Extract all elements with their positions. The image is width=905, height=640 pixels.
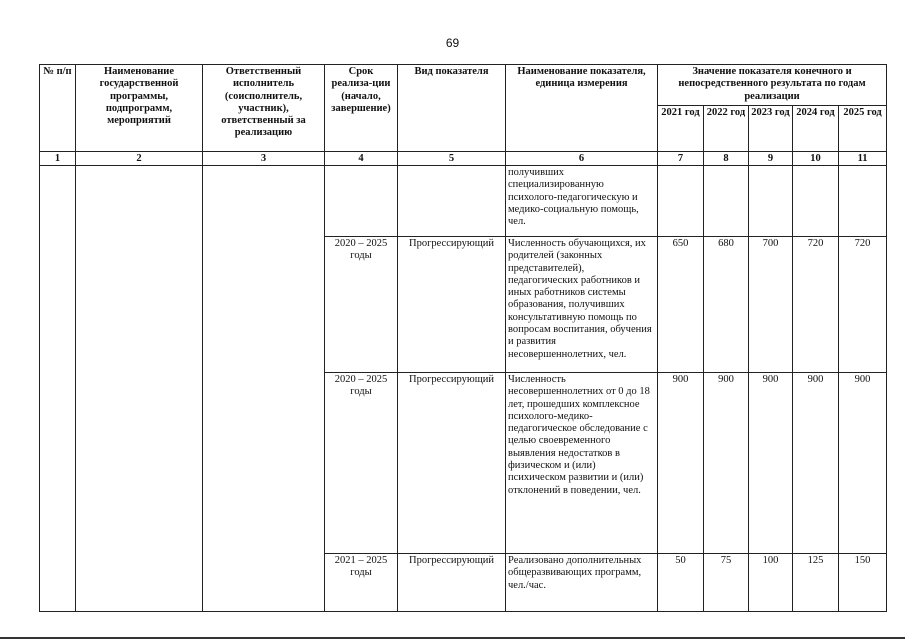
header-year: 2021 год <box>658 106 704 152</box>
cell-value <box>839 166 887 237</box>
column-number: 2 <box>76 152 203 166</box>
header-row-top <box>40 65 887 106</box>
column-number: 9 <box>749 152 793 166</box>
cell-period: 2021 – 2025 годы <box>325 554 398 612</box>
header-responsible: Ответственный исполнитель (соисполнитель, участник), ответственный за реализацию <box>203 65 325 152</box>
cell-value <box>658 166 704 237</box>
cell-value: 150 <box>839 554 887 612</box>
column-number: 4 <box>325 152 398 166</box>
header-year: 2023 год <box>749 106 793 152</box>
header-period: Срок реализа-ции (начало, завершение) <box>325 65 398 152</box>
cell-program-name <box>76 166 203 612</box>
header-year: 2022 год <box>704 106 749 152</box>
cell-period: 2020 – 2025 годы <box>325 237 398 373</box>
header-year: 2025 год <box>839 106 887 152</box>
cell-value: 900 <box>793 373 839 554</box>
column-number: 6 <box>506 152 658 166</box>
header-year: 2024 год <box>793 106 839 152</box>
cell-value: 75 <box>704 554 749 612</box>
table-row <box>40 166 887 237</box>
indicators-table <box>39 64 887 612</box>
cell-period <box>325 166 398 237</box>
cell-number <box>40 166 76 612</box>
column-number: 10 <box>793 152 839 166</box>
cell-indicator-type: Прогрессирующий <box>398 237 506 373</box>
header-values-group: Значение показателя конечного и непосредственного результата по годам реализации <box>658 65 887 106</box>
cell-value <box>704 166 749 237</box>
cell-indicator-name: Реализовано дополнительных общеразвивающих программ, чел./час. <box>506 554 658 612</box>
cell-indicator-name: получивших специализированную психолого-педагогическую и медико-социальную помощь, чел. <box>506 166 658 237</box>
header-program-name: Наименование государственной программы, подпрограмм, мероприятий <box>76 65 203 152</box>
header-number: № п/п <box>40 65 76 152</box>
cell-value: 900 <box>839 373 887 554</box>
cell-value <box>749 166 793 237</box>
cell-value: 125 <box>793 554 839 612</box>
cell-value: 680 <box>704 237 749 373</box>
column-number: 1 <box>40 152 76 166</box>
cell-period: 2020 – 2025 годы <box>325 373 398 554</box>
cell-value: 50 <box>658 554 704 612</box>
cell-value: 900 <box>704 373 749 554</box>
cell-indicator-type: Прогрессирующий <box>398 373 506 554</box>
column-number: 3 <box>203 152 325 166</box>
header-indicator-type: Вид показателя <box>398 65 506 152</box>
column-number-row <box>40 152 887 166</box>
page-bottom-rule <box>0 637 905 639</box>
column-number: 7 <box>658 152 704 166</box>
cell-value <box>793 166 839 237</box>
page-number: 69 <box>445 36 460 50</box>
column-number: 8 <box>704 152 749 166</box>
cell-indicator-type: Прогрессирующий <box>398 554 506 612</box>
cell-value: 100 <box>749 554 793 612</box>
cell-value: 720 <box>793 237 839 373</box>
cell-indicator-type <box>398 166 506 237</box>
cell-value: 900 <box>658 373 704 554</box>
cell-indicator-name: Численность обучающихся, их родителей (законных представителей), педагогических работников и иных работников системы образования, получивших консультативную помощь по вопросам воспитания, обучения и развития несовершеннолетних, чел. <box>506 237 658 373</box>
column-number: 11 <box>839 152 887 166</box>
cell-value: 700 <box>749 237 793 373</box>
cell-value: 900 <box>749 373 793 554</box>
cell-indicator-name: Численность несовершеннолетних от 0 до 18 лет, прошедших комплексное психолого-медико-педагогическое обследование с целью своевременного выявления недостатков в физическом и (или) психическом развитии и (или) отклонений в поведении, чел. <box>506 373 658 554</box>
cell-value: 650 <box>658 237 704 373</box>
cell-value: 720 <box>839 237 887 373</box>
header-indicator-name: Наименование показателя, единица измерения <box>506 65 658 152</box>
cell-responsible <box>203 166 325 612</box>
column-number: 5 <box>398 152 506 166</box>
